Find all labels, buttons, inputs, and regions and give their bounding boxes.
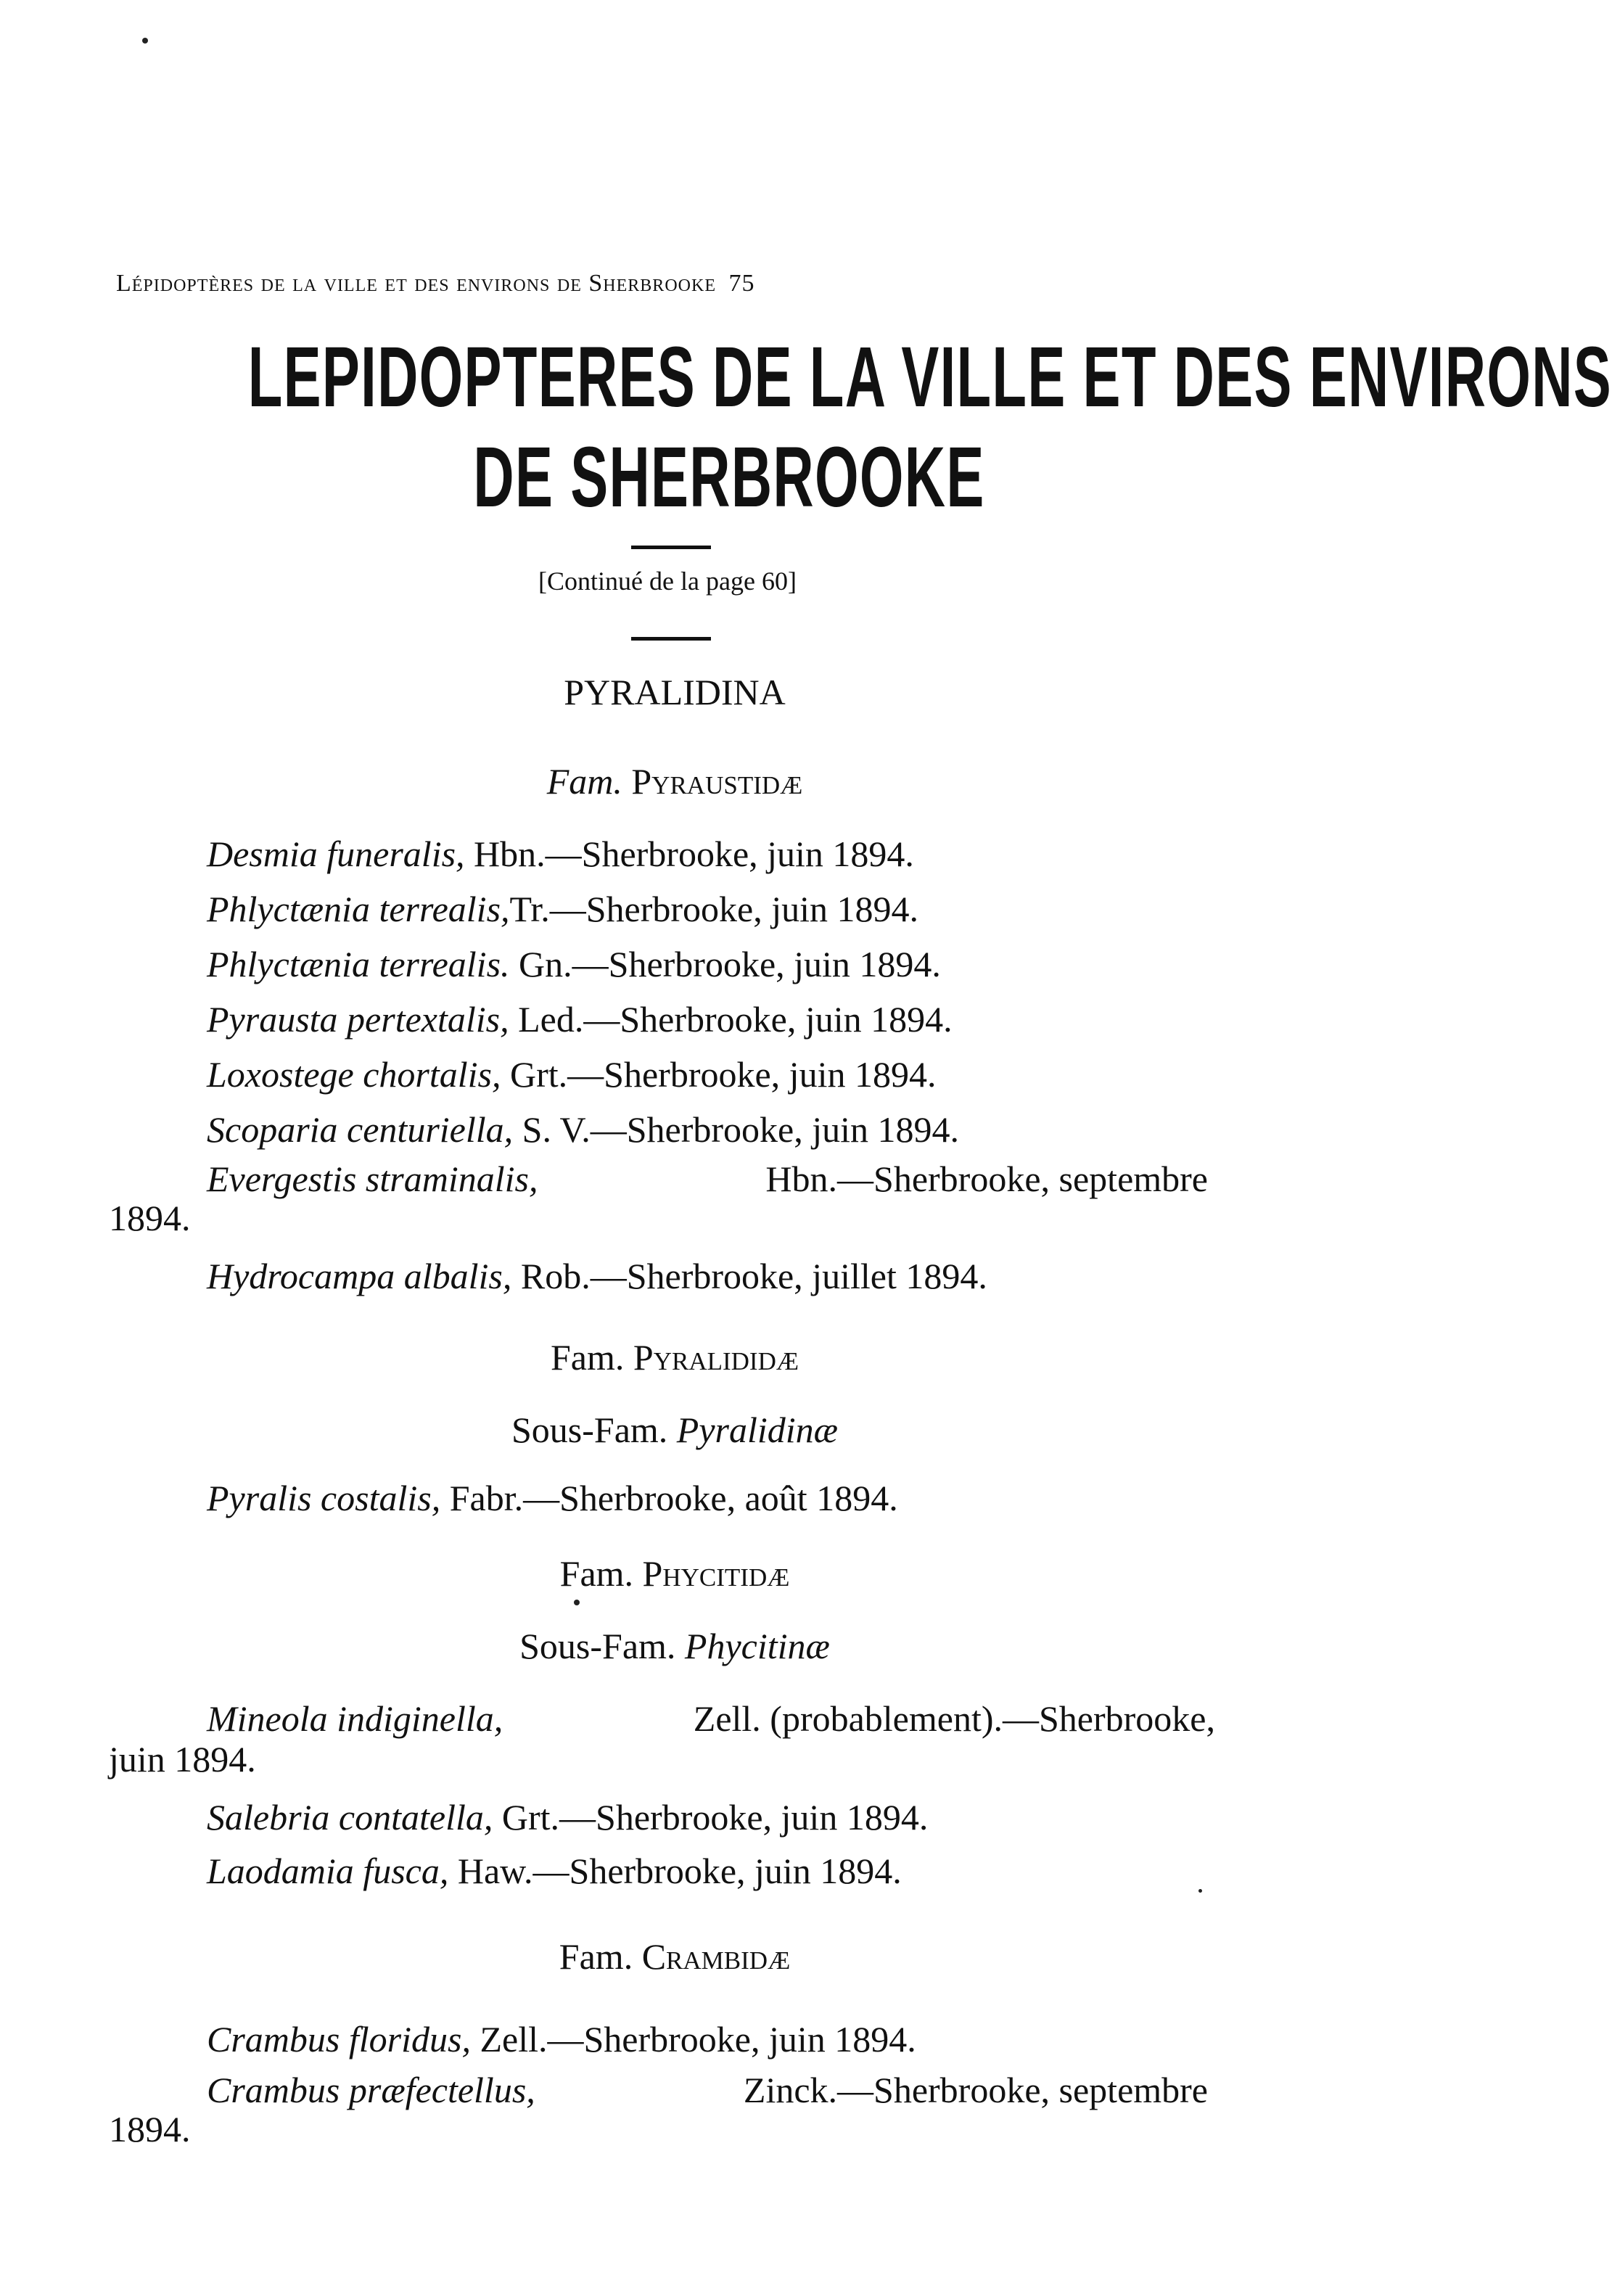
species-record: Zell. (probablement).—Sherbrooke, <box>693 1698 1215 1739</box>
family-heading <box>0 760 1349 802</box>
species-record: Zell.—Sherbrooke, juin 1894. <box>470 2019 916 2060</box>
species-entry <box>207 1850 902 1892</box>
family-label: Fam. <box>546 761 622 802</box>
species-record: Grt.—Sherbrooke, juin 1894. <box>501 1054 937 1095</box>
species-name: Phlyctænia terrealis. <box>207 944 510 984</box>
species-entry <box>207 2018 916 2060</box>
family-name: Crambidæ <box>641 1936 791 1977</box>
species-entry <box>207 1698 1215 1740</box>
species-name: Pyralis costalis, <box>207 1478 441 1518</box>
species-name: Mineola indiginella, <box>207 1698 503 1739</box>
subfamily-name: Phycitinæ <box>684 1626 830 1666</box>
family-name: Phycitidæ <box>642 1553 790 1594</box>
species-name: Desmia funeralis, <box>207 834 465 874</box>
species-name: Scoparia centuriella, <box>207 1109 514 1150</box>
subfamily-name: Pyralidinæ <box>676 1410 839 1450</box>
species-record: S. V.—Sherbrooke, juin 1894. <box>513 1109 959 1150</box>
species-name: Pyrausta pertextalis, <box>207 999 509 1040</box>
species-name: Laodamia fusca, <box>207 1851 449 1891</box>
species-name: Crambus præfectellus, <box>207 2070 535 2110</box>
page-number: 75 <box>728 270 755 297</box>
species-entry <box>207 1108 959 1151</box>
species-record: Zinck.—Sherbrooke, septembre <box>743 2070 1208 2110</box>
species-name: Loxostege chortalis, <box>207 1054 501 1095</box>
subfamily-label: Sous-Fam. <box>519 1626 676 1666</box>
species-record: Tr.—Sherbrooke, juin 1894. <box>509 889 918 929</box>
species-record: Rob.—Sherbrooke, juillet 1894. <box>511 1256 987 1296</box>
family-heading <box>0 1552 1349 1595</box>
divider-rule <box>631 546 711 549</box>
family-name: Pyraustidæ <box>631 761 803 802</box>
family-heading <box>0 1935 1349 1978</box>
species-entry <box>207 2069 1208 2111</box>
subfamily-heading <box>0 1625 1349 1667</box>
species-entry <box>207 1477 898 1519</box>
species-record: Fabr.—Sherbrooke, août 1894. <box>440 1478 898 1518</box>
print-speck <box>142 38 148 44</box>
species-record: Led.—Sherbrooke, juin 1894. <box>509 999 953 1040</box>
page-title-line-1: LEPIDOPTERES DE LA VILLE ET DES ENVIRONS <box>247 329 1612 425</box>
print-speck <box>1198 1889 1202 1893</box>
species-entry <box>207 998 953 1040</box>
running-head-title: Lépidoptères de la ville et des environs de Sherbrooke <box>116 270 716 297</box>
family-heading <box>0 1336 1349 1378</box>
print-speck <box>574 1600 580 1605</box>
family-label: Fam. <box>551 1337 625 1378</box>
entry-continuation: 1894. <box>109 2109 191 2149</box>
species-name: Phlyctænia terrealis, <box>207 889 510 929</box>
running-head <box>116 270 754 297</box>
species-record: Haw.—Sherbrooke, juin 1894. <box>448 1851 902 1891</box>
species-record: Grt.—Sherbrooke, juin 1894. <box>493 1797 929 1838</box>
family-label: Fam. <box>559 1553 634 1594</box>
species-entry <box>207 1796 928 1838</box>
species-name: Hydrocampa albalis, <box>207 1256 512 1296</box>
section-heading: PYRALIDINA <box>564 672 786 712</box>
species-entry <box>207 1158 1208 1200</box>
species-entry <box>207 888 918 930</box>
species-entry <box>207 1053 936 1095</box>
subfamily-heading <box>0 1409 1349 1451</box>
subfamily-label: Sous-Fam. <box>511 1410 668 1450</box>
divider-rule <box>631 637 711 641</box>
family-label: Fam. <box>559 1936 633 1977</box>
species-entry <box>207 943 941 985</box>
species-entry <box>207 833 914 875</box>
continuation-note: [Continué de la page 60] <box>538 567 797 596</box>
species-entry <box>207 1255 987 1297</box>
species-record: Hbn.—Sherbrooke, juin 1894. <box>464 834 914 874</box>
family-name: Pyralididæ <box>633 1337 799 1378</box>
entry-continuation: juin 1894. <box>109 1739 256 1779</box>
page-title-line-2: DE SHERBROOKE <box>473 429 985 525</box>
species-record: Hbn.—Sherbrooke, septembre <box>765 1159 1208 1199</box>
species-name: Crambus floridus, <box>207 2019 471 2060</box>
entry-continuation: 1894. <box>109 1198 191 1238</box>
species-name: Evergestis straminalis, <box>207 1159 538 1199</box>
species-name: Salebria contatella, <box>207 1797 493 1838</box>
species-record: Gn.—Sherbrooke, juin 1894. <box>509 944 941 984</box>
